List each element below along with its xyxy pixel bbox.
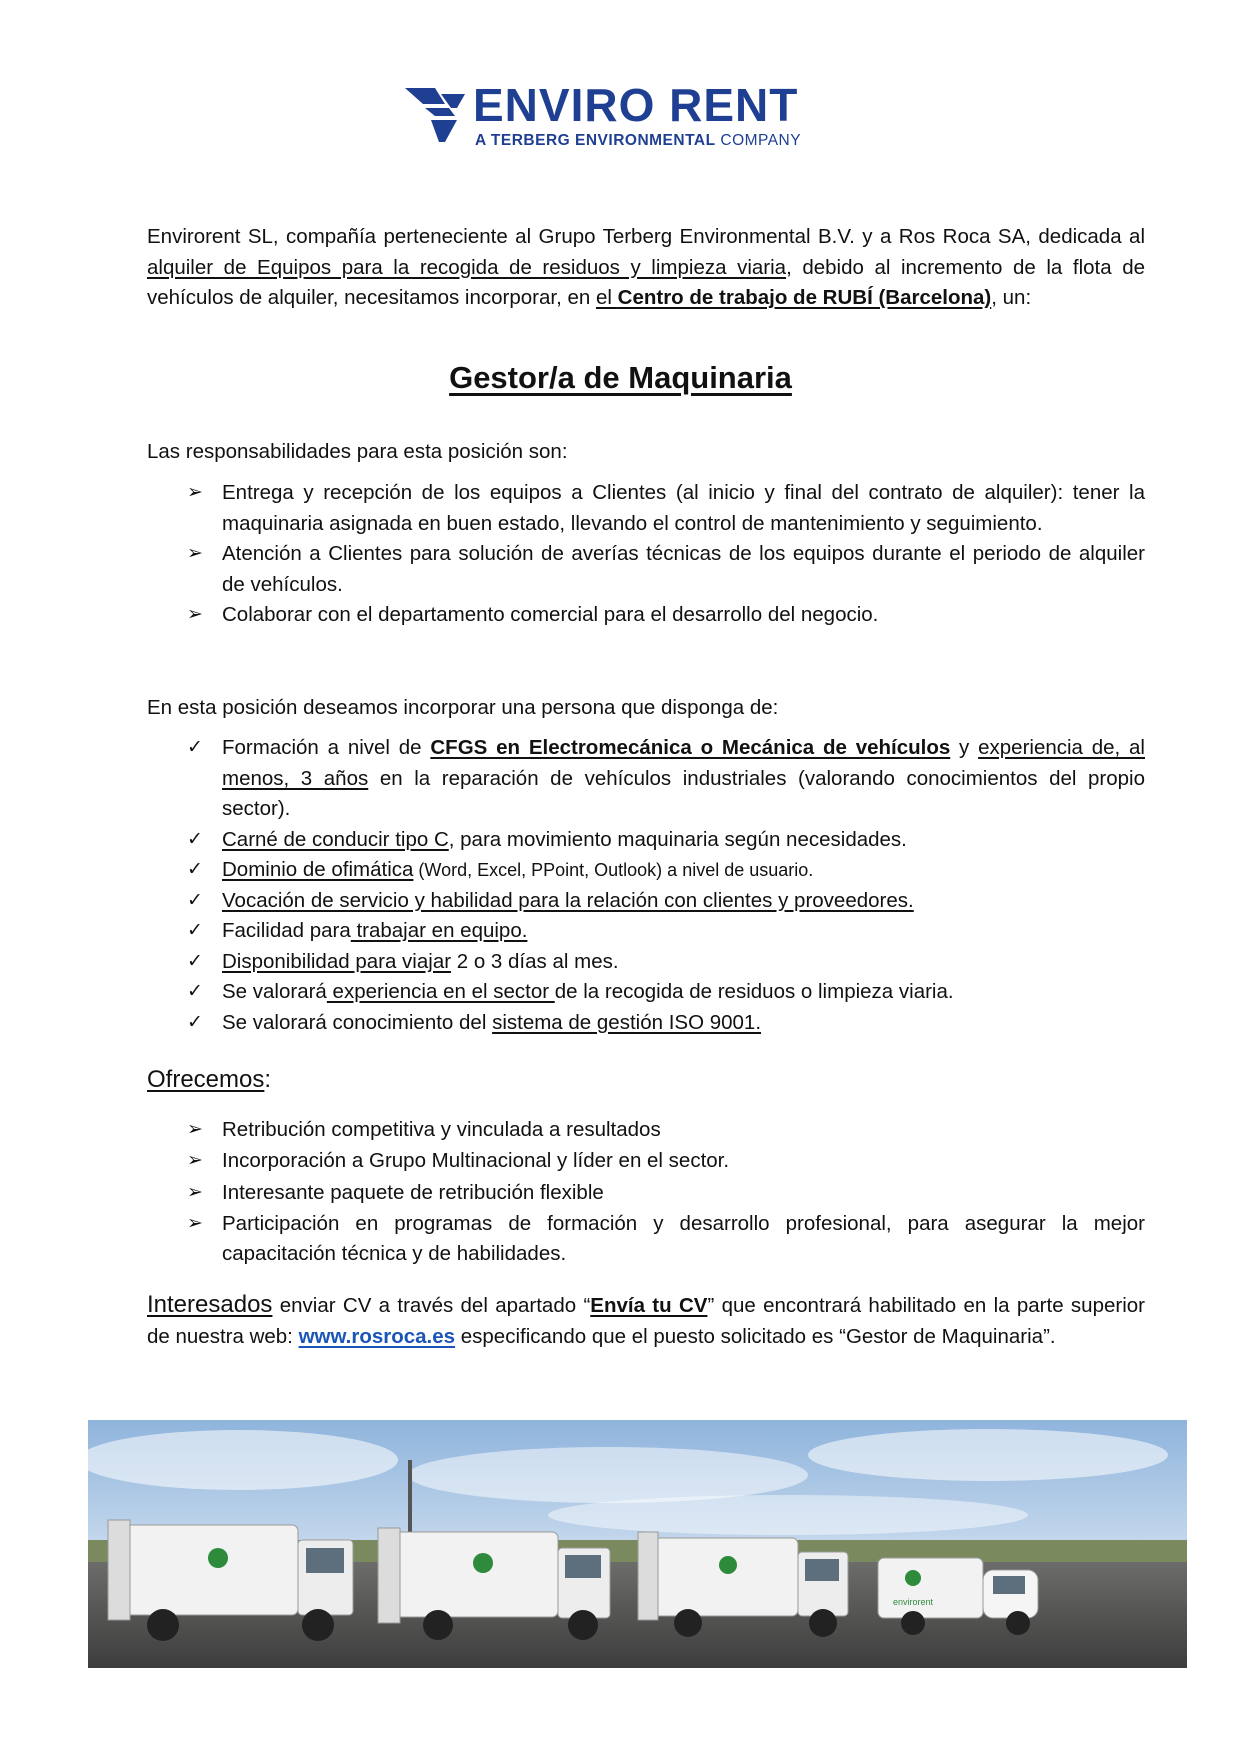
list-item: ✓ Se valorará conocimiento del sistema de gestión ISO 9001. [147, 1008, 1145, 1039]
list-item: ✓ Facilidad para trabajar en equipo. [147, 916, 1145, 947]
arrow-bullet-icon: ➢ [187, 1149, 203, 1171]
check-bullet-icon: ✓ [187, 1011, 203, 1033]
arrow-bullet-icon: ➢ [187, 1119, 203, 1140]
truck-fleet-illustration [88, 1420, 1187, 1668]
list-item: ➢ Incorporación a Grupo Multinacional y líder en el sector. [147, 1146, 1145, 1177]
list-item: ➢ Interesante paquete de retribución flexible [147, 1178, 1145, 1209]
cv-label: Envía tu CV [590, 1294, 708, 1317]
check-bullet-icon: ✓ [187, 981, 203, 1002]
check-bullet-icon: ✓ [187, 889, 203, 911]
list-item: ✓ Vocación de servicio y habilidad para la relación con clientes y proveedores. [147, 886, 1145, 917]
contact-paragraph: Interesados enviar CV a través del apartado “Envía tu CV” que encontrará habilitado en la parte superior de nuestra web: www.rosroca.es especificando que el puesto solicitado es “Gestor de Maquinaria”. [147, 1291, 1145, 1348]
list-item: ✓ Se valorará experiencia en el sector de la recogida de residuos o limpieza viaria. [147, 977, 1145, 1008]
logo-tagline: A TERBERG ENVIRONMENTAL COMPANY [475, 132, 802, 149]
list-item: ➢ Atención a Clientes para solución de averías técnicas de los equipos durante el periodo de alquiler de vehículos. [147, 539, 1145, 600]
offer-list [147, 1115, 1145, 1270]
list-item: ✓ Disponibilidad para viajar 2 o 3 días al mes. [147, 947, 1145, 978]
responsibilities-heading: Las responsabilidades para esta posición son: [147, 440, 568, 463]
requirements-heading: En esta posición deseamos incorporar una persona que disponga de: [147, 696, 779, 719]
list-item: ➢ Entrega y recepción de los equipos a Clientes (al inicio y final del contrato de alquiler): tener la maquinaria asignada en buen estado, llevando el control de mantenimiento y seguimiento. [147, 478, 1145, 539]
check-bullet-icon: ✓ [187, 737, 203, 758]
arrow-bullet-icon: ➢ [187, 482, 203, 503]
arrow-bullet-icon: ➢ [187, 604, 203, 625]
requirements-list [147, 733, 1145, 1038]
offer-heading: Ofrecemos: [147, 1066, 272, 1093]
truck-fleet-photo [88, 1420, 1187, 1668]
list-item: ➢ Retribución competitiva y vinculada a resultados [147, 1115, 1145, 1146]
responsibilities-list [147, 478, 1145, 631]
list-item: ➢ Participación en programas de formación y desarrollo profesional, para asegurar la mejor capacitación técnica y de habilidades. [147, 1209, 1145, 1270]
website-link[interactable]: www.rosroca.es [298, 1324, 456, 1348]
logo-name: ENVIRO RENT [473, 79, 799, 131]
envirorent-logo [405, 79, 865, 154]
intro-paragraph: Envirorent SL, compañía perteneciente al Grupo Terberg Environmental B.V. y a Ros Roca SA, dedicada al alquiler de Equipos para la recogida de residuos y limpieza viaria, debido al incremento de la flota de vehículos de alquiler, necesitamos incorporar, en el Centro de trabajo de RUBÍ (Barcelona), un: [147, 225, 1146, 309]
location-text: el Centro de trabajo de RUBÍ (Barcelona) [595, 286, 992, 309]
arrow-bullet-icon: ➢ [187, 1212, 203, 1234]
check-bullet-icon: ✓ [187, 828, 203, 850]
arrow-bullet-icon: ➢ [187, 543, 203, 564]
check-bullet-icon: ✓ [187, 859, 203, 880]
logo-mark-icon [405, 86, 467, 144]
job-title: Gestor/a de Maquinaria [449, 360, 792, 395]
check-bullet-icon: ✓ [187, 920, 203, 941]
list-item: ✓ Dominio de ofimática (Word, Excel, PPoint, Outlook) a nivel de usuario. [147, 855, 1145, 886]
list-item: ✓ Formación a nivel de CFGS en Electromecánica o Mecánica de vehículos y experiencia de, al menos, 3 años en la reparación de vehículos industriales (valorando conocimientos del propio sector). [147, 733, 1145, 825]
list-item: ✓ Carné de conducir tipo C, para movimiento maquinaria según necesidades. [147, 825, 1145, 856]
rental-underline: alquiler de Equipos para la recogida de residuos y limpieza viaria [147, 255, 787, 279]
arrow-bullet-icon: ➢ [187, 1182, 203, 1203]
truck-logo-text: envirorent [893, 1597, 934, 1607]
list-item: ➢ Colaborar con el departamento comercial para el desarrollo del negocio. [147, 600, 1145, 631]
check-bullet-icon: ✓ [187, 950, 203, 972]
